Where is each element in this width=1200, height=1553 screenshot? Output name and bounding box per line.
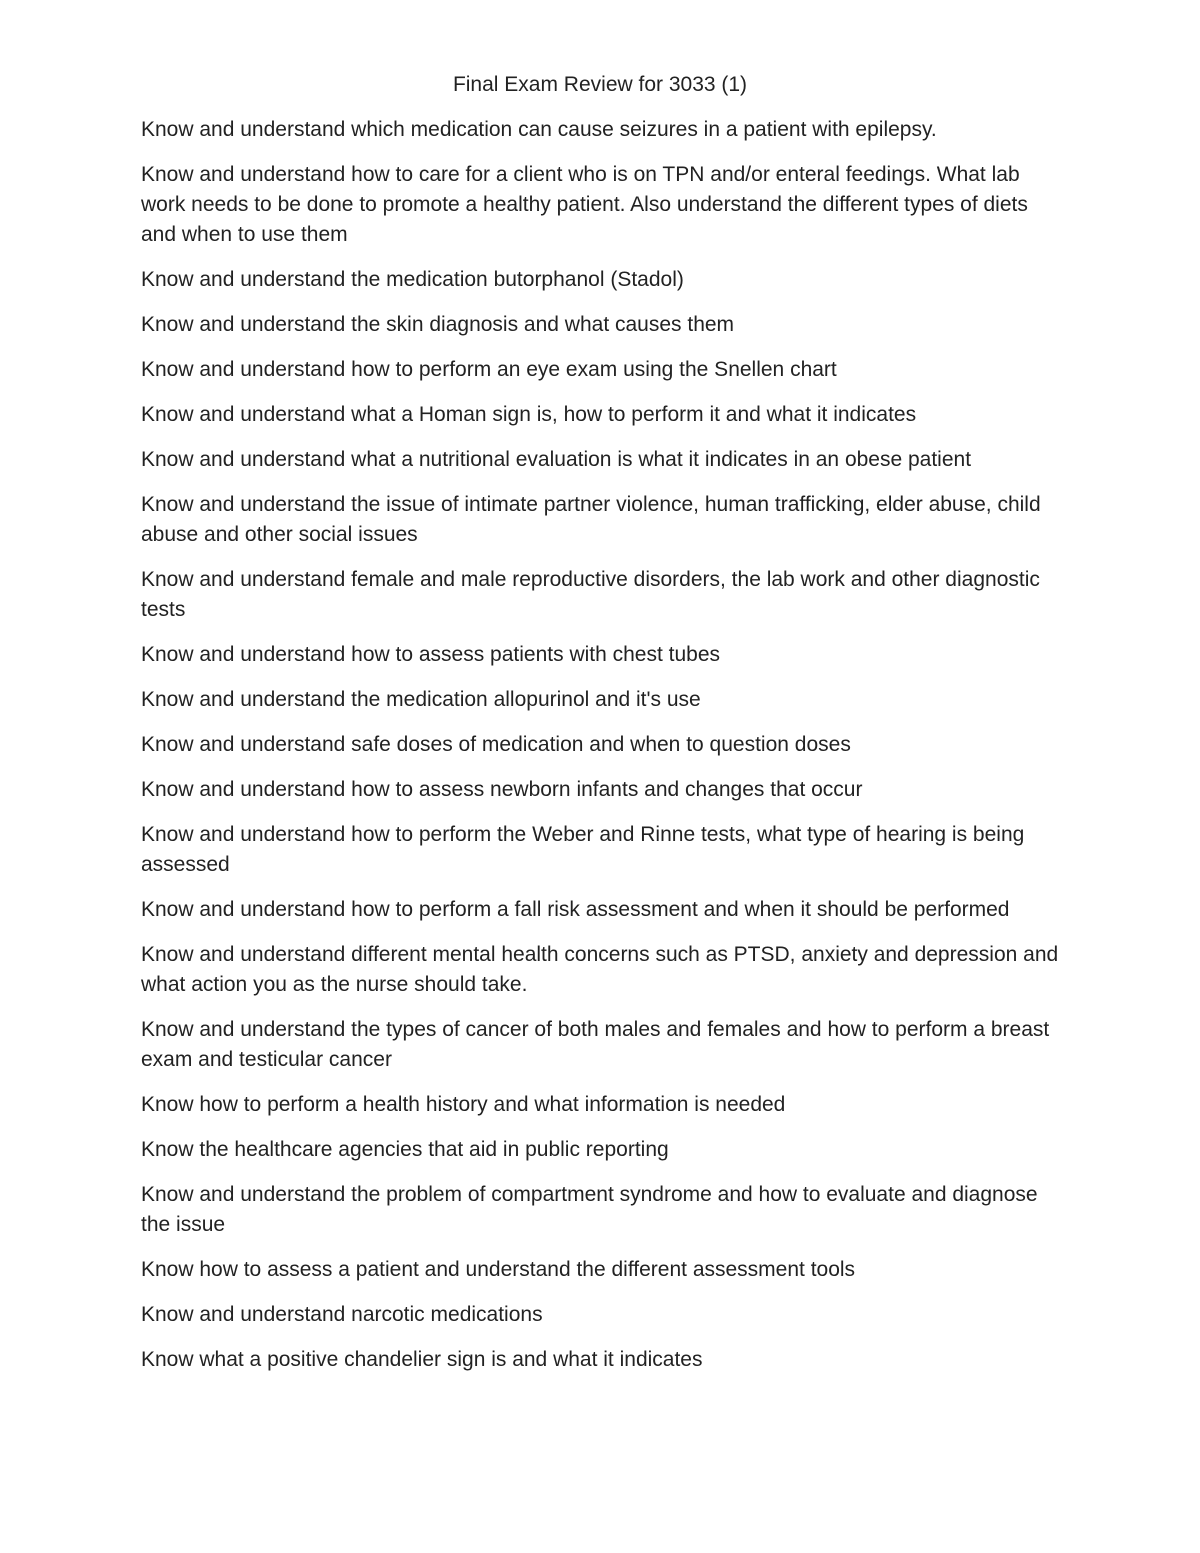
review-item: Know and understand how to perform a fall risk assessment and when it should be performed (141, 898, 1010, 921)
review-item: Know and understand the types of cancer of both males and females and how to perform a breast exam and testicular cancer (141, 1018, 1050, 1071)
review-item: Know how to assess a patient and understand the different assessment tools (141, 1258, 856, 1281)
review-item: Know and understand how to assess patients with chest tubes (141, 643, 721, 666)
review-item: Know and understand narcotic medications (141, 1303, 543, 1326)
review-item: Know the healthcare agencies that aid in public reporting (141, 1138, 669, 1161)
review-item: Know and understand different mental health concerns such as PTSD, anxiety and depression and what action you as the nurse should take. (141, 943, 1059, 996)
review-item: Know and understand female and male reproductive disorders, the lab work and other diagnostic tests (141, 568, 1040, 621)
review-item: Know and understand the medication allopurinol and it's use (141, 688, 701, 711)
review-item: Know and understand how to care for a client who is on TPN and/or enteral feedings. What lab work needs to be done to promote a healthy patient. Also understand the different types of diets and when to use them (141, 163, 1028, 246)
review-item: Know and understand the skin diagnosis and what causes them (141, 313, 735, 336)
review-item: Know and understand what a Homan sign is, how to perform it and what it indicates (141, 403, 917, 426)
review-item: Know and understand safe doses of medication and when to question doses (141, 733, 851, 756)
review-item: Know and understand which medication can cause seizures in a patient with epilepsy. (141, 118, 937, 141)
document-title: Final Exam Review for 3033 (1) (452, 73, 748, 96)
review-item: Know and understand how to perform the Weber and Rinne tests, what type of hearing is being assessed (141, 823, 1025, 876)
review-item: Know and understand the problem of compartment syndrome and how to evaluate and diagnose the issue (141, 1183, 1038, 1236)
review-item: Know and understand how to perform an eye exam using the Snellen chart (141, 358, 837, 381)
review-item: Know and understand the issue of intimate partner violence, human trafficking, elder abuse, child abuse and other social issues (141, 493, 1041, 546)
review-item: Know how to perform a health history and what information is needed (141, 1093, 786, 1116)
review-item: Know and understand how to assess newborn infants and changes that occur (141, 778, 863, 801)
review-item: Know and understand the medication butorphanol (Stadol) (141, 268, 684, 291)
review-item-list (141, 115, 1061, 1390)
review-item: Know what a positive chandelier sign is and what it indicates (141, 1348, 703, 1371)
review-item: Know and understand what a nutritional evaluation is what it indicates in an obese patient (141, 448, 972, 471)
